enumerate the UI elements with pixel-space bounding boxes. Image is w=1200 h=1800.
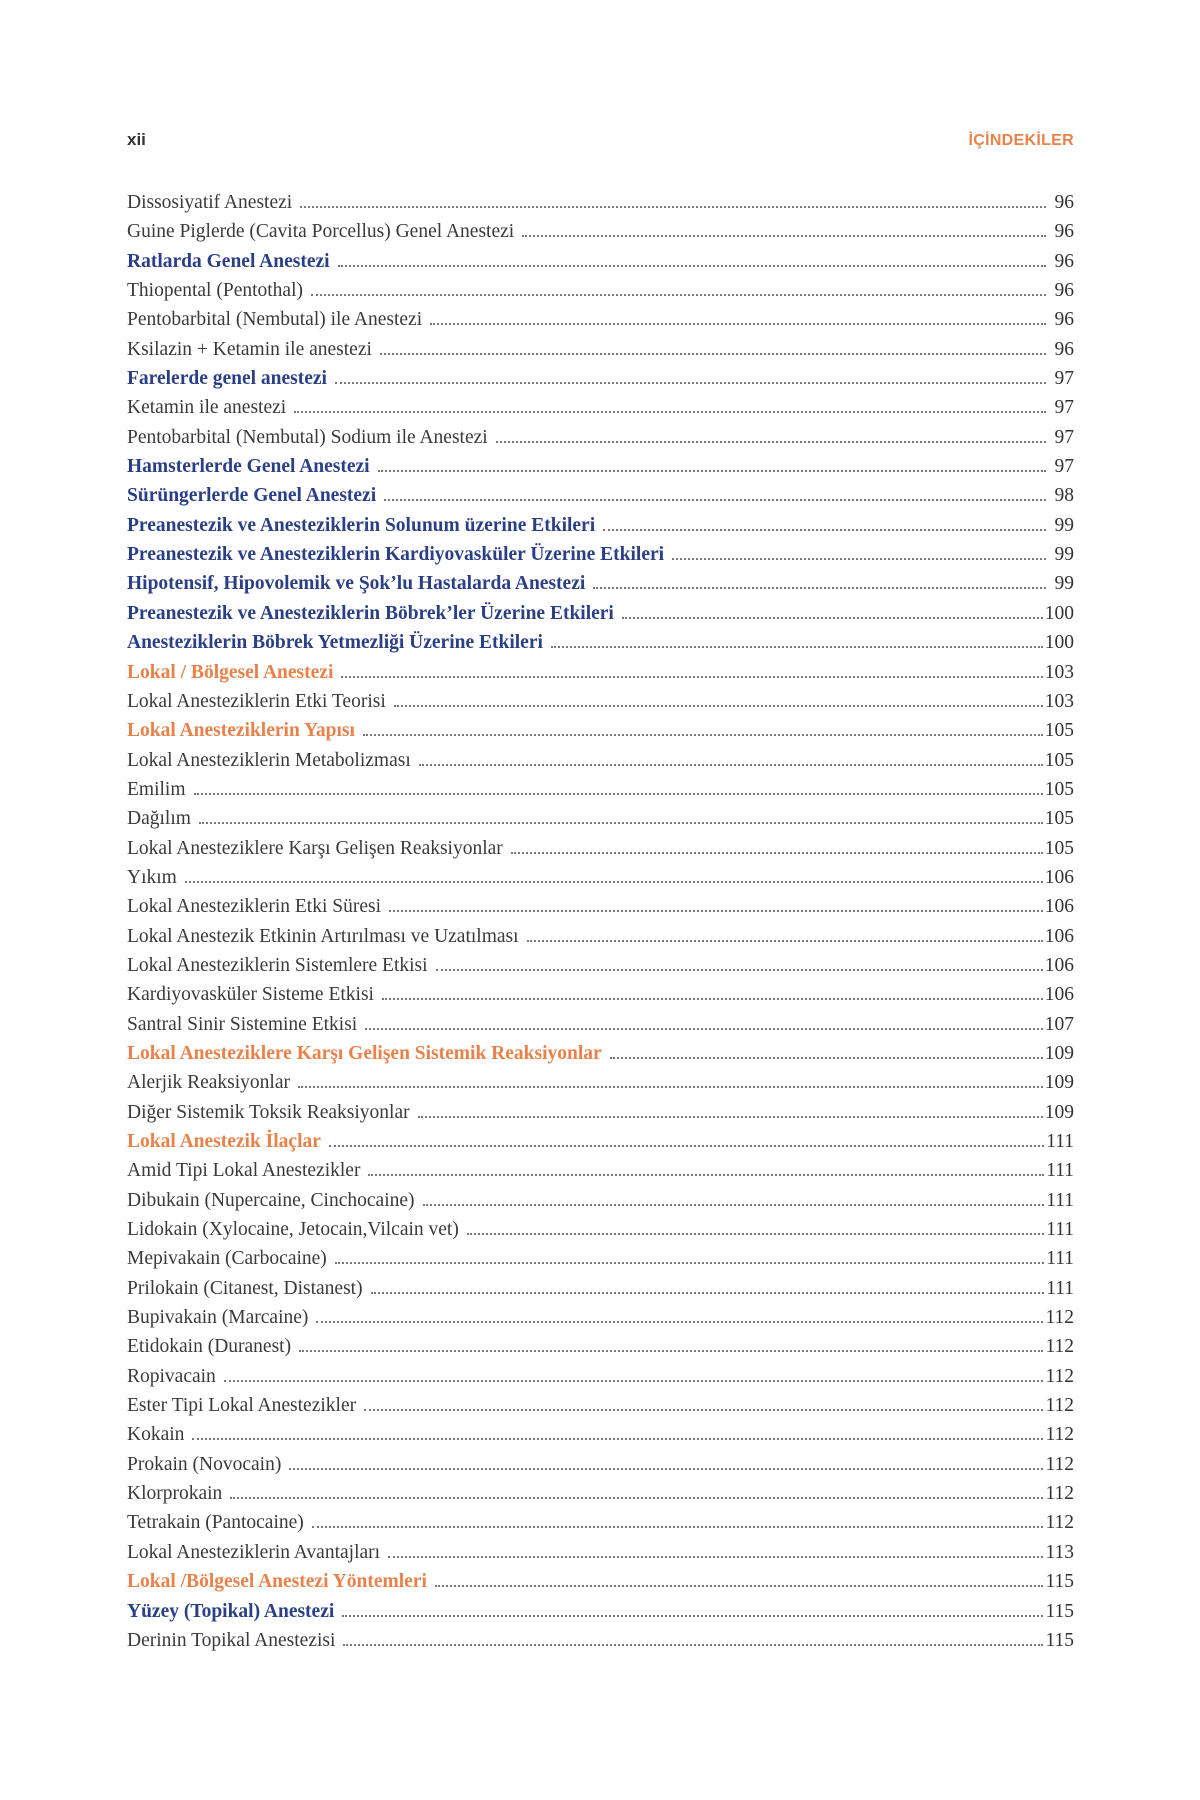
toc-entry[interactable] [127,1332,1074,1361]
dot-leader [364,1409,1043,1411]
toc-entry[interactable] [127,305,1074,334]
toc-entry-page: 103 [1044,661,1074,683]
toc-entry[interactable] [127,1479,1074,1508]
toc-entry-title: Hipotensif, Hipovolemik ve Şok’lu Hastalarda Anestezi [127,573,586,595]
dot-leader [311,294,1046,296]
dot-leader [192,1438,1043,1440]
dot-leader [382,998,1043,1000]
toc-entry-page: 112 [1045,1365,1074,1387]
toc-entry[interactable] [127,1303,1074,1332]
toc-entry-page: 99 [1054,544,1074,566]
toc-entry[interactable] [127,1127,1074,1156]
dot-leader [299,1350,1043,1352]
toc-entry-page: 105 [1044,720,1074,742]
toc-entry-page: 96 [1054,280,1074,302]
toc-entry[interactable] [127,1538,1074,1567]
toc-entry[interactable] [127,599,1074,628]
toc-entry[interactable] [127,393,1074,422]
toc-entry-title: Guine Piglerde (Cavita Porcellus) Genel Anestezi [127,221,515,243]
toc-entry-title: Dissosiyatif Anestezi [127,192,293,213]
dot-leader [388,1556,1043,1558]
toc-entry[interactable] [127,217,1074,246]
toc-entry[interactable] [127,1626,1074,1655]
toc-entry[interactable] [127,1597,1074,1626]
toc-entry-title: Ratlarda Genel Anestezi [127,250,330,272]
toc-entry[interactable] [127,1039,1074,1068]
toc-entry-page: 111 [1046,1189,1074,1211]
toc-entry-page: 106 [1044,866,1074,888]
dot-leader [363,734,1043,736]
dot-leader [300,206,1046,208]
page-header [127,130,1074,154]
toc-entry[interactable] [127,511,1074,540]
toc-entry-title: Lokal Anestezik Etkinin Artırılması ve Uzatılması [127,925,519,947]
dot-leader [343,1644,1043,1646]
toc-entry-title: Lokal Anesteziklere Karşı Gelişen Sistemik Reaksiyonlar [127,1042,602,1064]
toc-entry-title: Mepivakain (Carbocaine) [127,1248,327,1270]
dot-leader [316,1321,1043,1323]
toc-entry[interactable] [127,687,1074,716]
dot-leader [418,1116,1043,1118]
toc-entry-title: Lokal Anesteziklere Karşı Gelişen Reaksiyonlar [127,837,503,859]
toc-entry-title: Derinin Topikal Anestezisi [127,1629,336,1651]
toc-entry-page: 112 [1045,1424,1074,1446]
page-folio: xii [127,130,146,149]
dot-leader [338,265,1046,267]
toc-entry[interactable] [127,892,1074,921]
toc-entry-title: Lokal / Bölgesel Anestezi [127,661,334,683]
table-of-contents [127,188,1074,1655]
toc-entry-page: 96 [1054,250,1074,272]
toc-entry-title: Etidokain (Duranest) [127,1336,292,1358]
toc-entry[interactable] [127,1186,1074,1215]
toc-entry[interactable] [127,423,1074,452]
toc-entry-title: Ketamin ile anestezi [127,397,287,419]
dot-leader [436,969,1043,971]
toc-entry-title: Amid Tipi Lokal Anestezikler [127,1160,361,1182]
dot-leader [335,382,1046,384]
toc-entry[interactable] [127,1098,1074,1127]
dot-leader [672,558,1046,560]
dot-leader [527,940,1043,942]
toc-entry-page: 99 [1054,573,1074,595]
dot-leader [511,852,1043,854]
section-title: İÇİNDEKİLER [968,132,1074,149]
toc-entry-title: Pentobarbital (Nembutal) ile Anestezi [127,309,423,331]
toc-entry-title: Emilim [127,778,186,800]
dot-leader [194,793,1043,795]
toc-entry-page: 112 [1045,1512,1074,1534]
toc-entry[interactable] [127,1508,1074,1537]
toc-entry[interactable] [127,863,1074,892]
dot-leader [430,323,1046,325]
toc-entry[interactable] [127,569,1074,598]
dot-leader [622,617,1043,619]
toc-entry[interactable] [127,775,1074,804]
toc-entry[interactable] [127,951,1074,980]
toc-entry[interactable] [127,276,1074,305]
toc-entry-page: 109 [1044,1101,1074,1123]
dot-leader [551,646,1043,648]
dot-leader [368,1174,1044,1176]
toc-entry-page: 115 [1045,1629,1074,1651]
toc-entry-page: 96 [1054,309,1074,331]
dot-leader [394,705,1043,707]
toc-entry-page: 103 [1044,690,1074,712]
toc-entry-page: 115 [1045,1571,1074,1593]
toc-entry-page: 112 [1045,1453,1074,1475]
toc-entry-title: Lokal Anesteziklerin Etki Süresi [127,896,381,918]
toc-entry-page: 105 [1044,808,1074,830]
toc-entry[interactable] [127,746,1074,775]
toc-entry-title: Preanestezik ve Anesteziklerin Böbrek’ler Üzerine Etkileri [127,602,614,624]
toc-entry-page: 111 [1046,1248,1074,1270]
toc-entry[interactable] [127,452,1074,481]
toc-entry-title: Ester Tipi Lokal Anestezikler [127,1395,357,1417]
toc-entry[interactable] [127,1215,1074,1244]
toc-entry-page: 112 [1045,1336,1074,1358]
toc-entry[interactable] [127,1567,1074,1596]
toc-entry[interactable] [127,804,1074,833]
toc-entry-page: 112 [1045,1395,1074,1417]
toc-entry-title: Dağılım [127,808,191,830]
dot-leader [467,1233,1044,1235]
dot-leader [289,1468,1043,1470]
toc-entry-title: Sürüngerlerde Genel Anestezi [127,485,377,507]
toc-entry-title: Lokal Anesteziklerin Metabolizması [127,749,411,771]
toc-entry[interactable] [127,628,1074,657]
toc-entry-page: 111 [1046,1277,1074,1299]
toc-entry-page: 96 [1054,221,1074,243]
toc-entry-page: 113 [1045,1541,1074,1563]
toc-entry-page: 111 [1046,1160,1074,1182]
toc-entry-title: Diğer Sistemik Toksik Reaksiyonlar [127,1101,410,1123]
toc-entry[interactable] [127,1244,1074,1273]
dot-leader [341,676,1042,678]
toc-entry-page: 106 [1044,954,1074,976]
dot-leader [298,1086,1043,1088]
toc-entry-title: Lokal Anesteziklerin Yapısı [127,720,355,742]
dot-leader [335,1262,1044,1264]
dot-leader [380,353,1046,355]
toc-entry-page: 97 [1054,426,1074,448]
toc-entry-page: 105 [1044,778,1074,800]
toc-entry-page: 100 [1044,602,1074,624]
toc-entry-title: Prilokain (Citanest, Distanest) [127,1277,363,1299]
toc-entry-page: 115 [1045,1600,1074,1622]
toc-entry[interactable] [127,922,1074,951]
toc-entry-title: Tetrakain (Pantocaine) [127,1512,304,1534]
toc-entry[interactable] [127,1274,1074,1303]
toc-entry-title: Anesteziklerin Böbrek Yetmezliği Üzerine Etkileri [127,632,543,654]
toc-entry-page: 97 [1054,368,1074,390]
toc-entry[interactable] [127,481,1074,510]
toc-entry-page: 97 [1054,456,1074,478]
toc-entry-page: 105 [1044,749,1074,771]
toc-entry[interactable] [127,247,1074,276]
toc-entry-title: Lokal /Bölgesel Anestezi Yöntemleri [127,1571,427,1593]
toc-entry-page: 111 [1046,1131,1074,1152]
dot-leader [610,1057,1043,1059]
toc-entry-title: Lokal Anesteziklerin Sistemlere Etkisi [127,954,428,976]
dot-leader [185,881,1043,883]
dot-leader [603,529,1046,531]
dot-leader [378,470,1046,472]
toc-entry-title: Thiopental (Pentothal) [127,280,303,302]
dot-leader [199,822,1043,824]
toc-entry-title: Dibukain (Nupercaine, Cinchocaine) [127,1189,415,1211]
dot-leader [419,764,1043,766]
toc-entry-page: 97 [1054,397,1074,419]
toc-entry-page: 96 [1054,338,1074,360]
toc-entry[interactable] [127,188,1074,217]
toc-entry-title: Pentobarbital (Nembutal) Sodium ile Anestezi [127,426,488,448]
toc-entry[interactable] [127,1391,1074,1420]
toc-entry-title: Lokal Anesteziklerin Avantajları [127,1541,381,1563]
toc-entry-title: Bupivakain (Marcaine) [127,1307,309,1329]
toc-entry-page: 112 [1045,1483,1074,1505]
toc-entry[interactable] [127,1156,1074,1185]
toc-entry-page: 106 [1044,984,1074,1006]
toc-entry[interactable] [127,980,1074,1009]
toc-entry-title: Hamsterlerde Genel Anestezi [127,456,370,478]
toc-entry[interactable] [127,716,1074,745]
toc-entry-page: 105 [1044,837,1074,859]
toc-entry[interactable] [127,540,1074,569]
toc-entry-page: 98 [1054,485,1074,507]
toc-entry-page: 96 [1054,192,1074,213]
dot-leader [312,1526,1044,1528]
dot-leader [329,1145,1044,1147]
toc-entry-page: 112 [1045,1307,1074,1329]
toc-entry-title: Lokal Anesteziklerin Etki Teorisi [127,690,386,712]
toc-entry-page: 106 [1044,925,1074,947]
dot-leader [342,1615,1043,1617]
toc-entry[interactable] [127,335,1074,364]
toc-entry-page: 109 [1044,1042,1074,1064]
toc-entry[interactable] [127,1362,1074,1391]
dot-leader [435,1585,1044,1587]
dot-leader [389,910,1043,912]
dot-leader [365,1028,1043,1030]
toc-entry-title: Preanestezik ve Anesteziklerin Solunum üzerine Etkileri [127,514,596,536]
toc-entry-title: Alerjik Reaksiyonlar [127,1072,290,1094]
toc-entry-page: 100 [1044,632,1074,654]
toc-entry[interactable] [127,1068,1074,1097]
dot-leader [230,1497,1043,1499]
dot-leader [371,1292,1045,1294]
toc-entry-title: Preanestezik ve Anesteziklerin Kardiyovasküler Üzerine Etkileri [127,544,665,566]
toc-entry-title: Ropivacain [127,1365,216,1387]
dot-leader [384,499,1046,501]
toc-entry-title: Prokain (Novocain) [127,1453,282,1475]
toc-entry[interactable] [127,1010,1074,1039]
toc-entry-title: Klorprokain [127,1483,223,1505]
toc-entry-title: Lokal Anestezik İlaçlar [127,1131,321,1152]
toc-entry-title: Farelerde genel anestezi [127,368,327,390]
toc-entry[interactable] [127,1420,1074,1449]
toc-entry-page: 111 [1046,1219,1074,1241]
toc-entry-title: Santral Sinir Sistemine Etkisi [127,1013,358,1035]
toc-entry[interactable] [127,834,1074,863]
toc-entry-title: Yüzey (Topikal) Anestezi [127,1600,335,1622]
toc-entry[interactable] [127,364,1074,393]
toc-entry-page: 107 [1044,1013,1074,1035]
dot-leader [593,587,1046,589]
toc-entry[interactable] [127,1450,1074,1479]
toc-entry-page: 106 [1044,896,1074,918]
toc-entry[interactable] [127,658,1074,687]
dot-leader [294,411,1046,413]
toc-entry-page: 99 [1054,514,1074,536]
toc-entry-title: Yıkım [127,866,177,888]
toc-entry-title: Kokain [127,1424,185,1446]
toc-entry-title: Lidokain (Xylocaine, Jetocain,Vilcain vet) [127,1219,459,1241]
dot-leader [522,235,1046,237]
dot-leader [224,1380,1044,1382]
dot-leader [423,1204,1045,1206]
toc-entry-title: Ksilazin + Ketamin ile anestezi [127,338,372,360]
toc-entry-title: Kardiyovasküler Sisteme Etkisi [127,984,374,1006]
toc-entry-page: 109 [1044,1072,1074,1094]
dot-leader [496,441,1046,443]
